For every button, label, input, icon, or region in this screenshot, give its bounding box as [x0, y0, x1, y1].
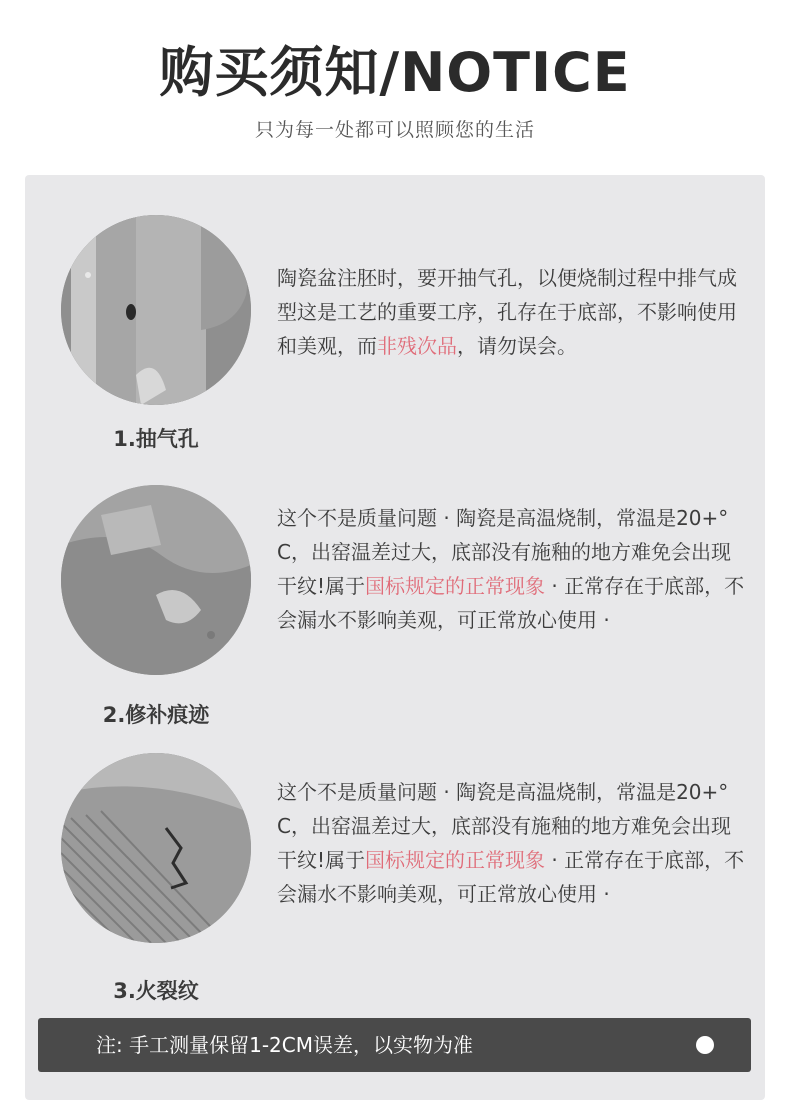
item-1-text-highlight: 非残次品	[377, 334, 457, 358]
item-1-text-main: 陶瓷盆注胚时，要开抽气孔，以便烧制过程中排气成型这是工艺的重要工序，孔存在于底部，不影响使用和美观，而	[277, 266, 737, 358]
item-3-text	[277, 775, 747, 911]
item-3-text-highlight: 国标规定的正常现象	[365, 848, 546, 872]
item-1-text-end: ，请勿误会。	[457, 334, 577, 358]
item-1-text	[277, 261, 747, 363]
page-subtitle: 只为每一处都可以照顾您的生活	[254, 119, 535, 141]
item-3-text-main: 这个不是质量问题 · 陶瓷是高温烧制，常温是20+° C，出窑温差过大，底部没有施釉的地方难免会出现干纹!属于	[277, 780, 731, 872]
item-3-text-end: · 正常存在于底部，不会漏水不影响美观，可正常放心使用 ·	[277, 848, 745, 906]
page-title: 购买须知/NOTICE	[159, 41, 631, 104]
item-2-text-end: · 正常存在于底部，不会漏水不影响美观，可正常放心使用 ·	[277, 574, 745, 632]
item-2-text-main: 这个不是质量问题 · 陶瓷是高温烧制，常温是20+° C，出窑温差过大，底部没有施釉的地方难免会出现干纹!属于	[277, 506, 731, 598]
air-hole-image	[61, 215, 251, 405]
fire-crack-photo	[61, 753, 251, 943]
item-1-caption: 1.抽气孔	[113, 427, 199, 451]
measurement-note-text: 注: 手工测量保留1-2CM误差，以实物为准	[96, 1033, 473, 1057]
repair-mark-image	[61, 485, 251, 675]
repair-mark-photo	[61, 485, 251, 675]
item-2-text	[277, 501, 747, 637]
item-3-caption: 3.火裂纹	[113, 979, 199, 1003]
measurement-note-bar	[38, 1018, 751, 1072]
item-2-caption: 2.修补痕迹	[102, 703, 210, 727]
notice-panel	[25, 175, 765, 1100]
note-dot-icon	[696, 1036, 714, 1054]
air-hole-photo	[61, 215, 251, 405]
item-2-text-highlight: 国标规定的正常现象	[365, 574, 546, 598]
fire-crack-image	[61, 753, 251, 943]
